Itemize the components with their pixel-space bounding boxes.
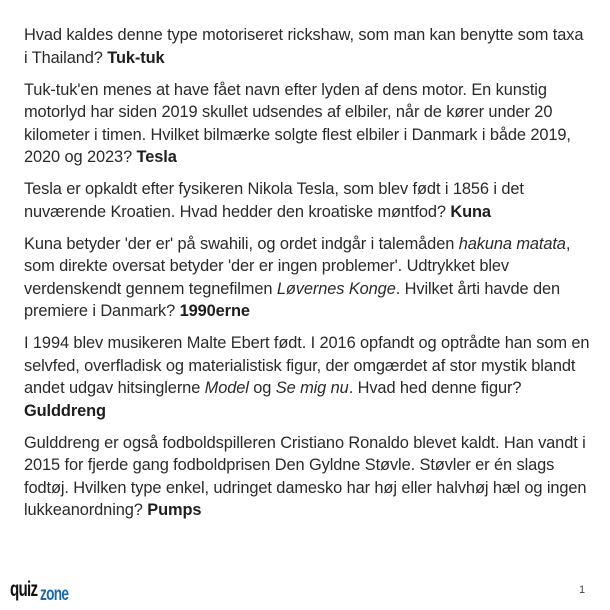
question-text: . Hvad hed denne figur? [348, 379, 522, 397]
question-text: , som direkte oversat betyder 'der er ingen problemer'. Udtrykket blev verdenskendt gennem tegnefilmen [24, 234, 571, 298]
answer-text: Gulddreng [24, 401, 106, 420]
question-text: Hvad kaldes denne type motoriseret rickshaw, som man kan benytte som taxa i Thailand? [24, 26, 584, 67]
answer-text: Tuk-tuk [107, 48, 165, 67]
answer-text: Tesla [136, 148, 177, 166]
question-text: og [248, 379, 276, 397]
answer-text: Pumps [147, 501, 202, 519]
italic-song-title: Se mig nu [275, 379, 349, 397]
question-paragraph-4 [24, 233, 590, 323]
question-paragraph-6 [24, 432, 590, 522]
italic-song-title: Model [204, 379, 249, 397]
quiz-text-body [24, 24, 590, 531]
question-text: Kuna betyder 'der er' på swahili, og ordet indgår i talemåden [24, 234, 459, 253]
question-text: Tuk-tuk'en menes at have fået navn efter lyden af dens motor. En kunstig motorlyd har siden 2019 skullet udsendes af elbiler, når de kører under 20 kilometer i timen. Hvilket bilmærke solgte flest elbiler i Danmark i både 2019, 2020 og 2023? [24, 80, 571, 166]
question-paragraph-1 [24, 24, 590, 69]
answer-text: 1990erne [179, 302, 250, 320]
question-text: I 1994 blev musikeren Malte Ebert født. I 2016 opfandt og optrådte han som en selvfed, overfladisk og materialistisk figur, der omgærdet af stor mystik blandt andet udgav hitsinglerne [24, 334, 590, 397]
question-paragraph-5 [24, 332, 590, 422]
question-paragraph-2 [24, 79, 590, 169]
quizzone-logo [10, 574, 79, 605]
question-paragraph-3 [24, 178, 590, 223]
question-text: Gulddreng er også fodboldspilleren Cristiano Ronaldo blevet kaldt. Han vandt i 2015 for fjerde gang fodboldprisen Den Gyldne Støvle. Støvler er én slags fodtøj. Hvilken type enkel, udringet damesko har høj eller halvhøj hæl og ingen lukkeanordning? [24, 433, 587, 519]
page-number: 1 [579, 584, 586, 596]
italic-film-title: Løvernes Konge [276, 279, 396, 298]
logo-quiz-text: quiz [10, 578, 38, 601]
question-text: . Hvilket årti havde den premiere i Danmark? [24, 279, 561, 320]
italic-phrase: hakuna matata [458, 234, 566, 253]
logo-zone-text: zone [40, 584, 69, 605]
question-text: Tesla er opkaldt efter fysikeren Nikola Tesla, som blev født i 1856 i det nuværende Kroatien. Hvad hedder den kroatiske møntfod? [24, 180, 524, 221]
answer-text: Kuna [450, 202, 491, 221]
